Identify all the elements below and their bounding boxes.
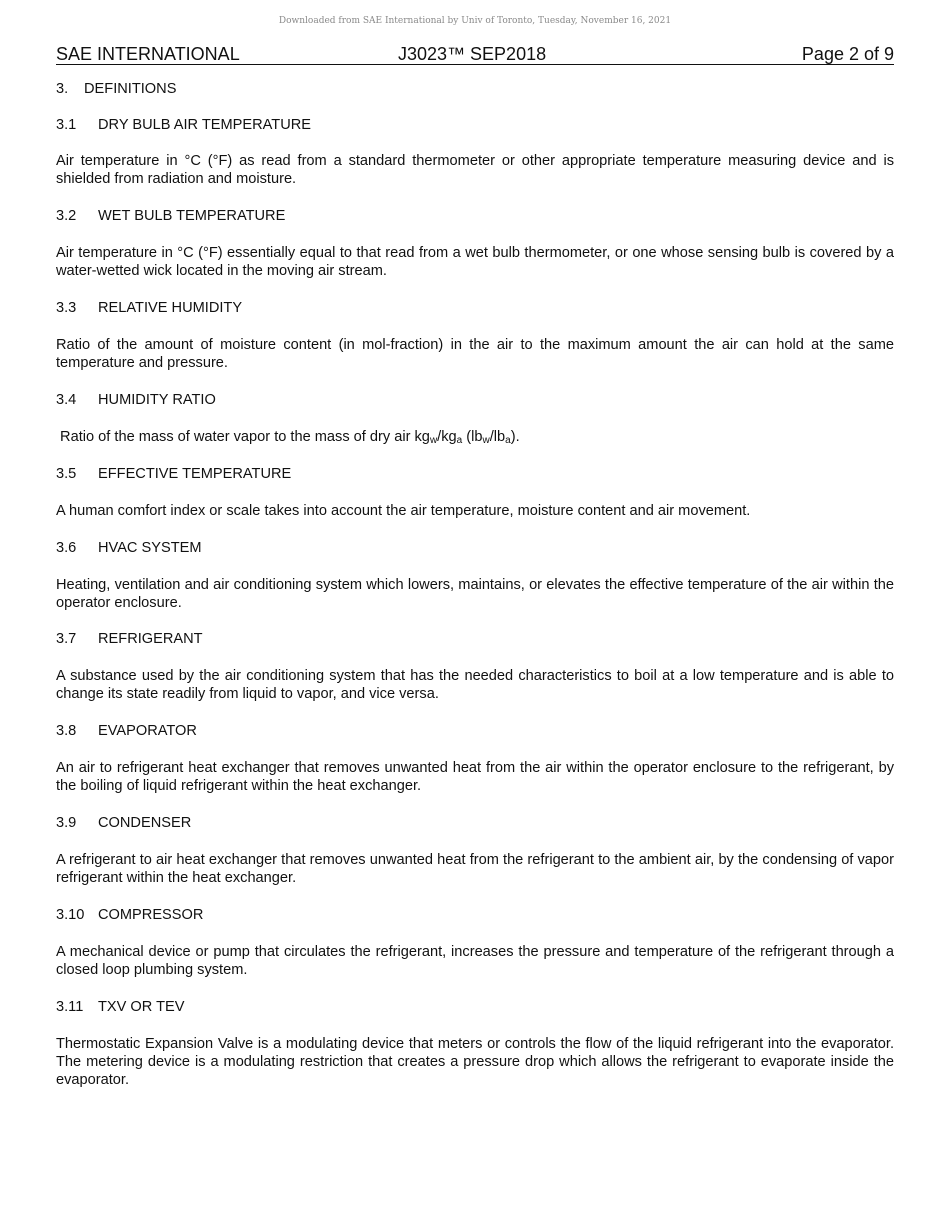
section-title: DEFINITIONS xyxy=(84,81,177,97)
definition-number: 3.3 xyxy=(56,300,77,316)
definition-title: RELATIVE HUMIDITY xyxy=(98,300,243,316)
definition-title: HUMIDITY RATIO xyxy=(98,392,216,408)
definition-title: EVAPORATOR xyxy=(98,723,197,739)
definition-heading xyxy=(56,630,894,648)
definition-title: REFRIGERANT xyxy=(98,631,203,647)
definition-number: 3.10 xyxy=(56,907,85,923)
definition-title: DRY BULB AIR TEMPERATURE xyxy=(98,117,312,133)
definition-heading xyxy=(56,391,894,409)
subscript-w: w xyxy=(429,435,438,446)
definition-number: 3.7 xyxy=(56,631,77,647)
humidity-ratio-text: (lb xyxy=(462,429,483,445)
definition-title: TXV OR TEV xyxy=(98,999,185,1015)
definition-number: 3.9 xyxy=(56,815,77,831)
definition-title: HVAC SYSTEM xyxy=(98,540,202,556)
section-heading xyxy=(56,80,894,98)
definition-text: A human comfort index or scale takes into account the air temperature, moisture content and air movement. xyxy=(56,503,751,519)
definition-heading xyxy=(56,465,894,483)
definition-text: A substance used by the air conditioning system that has the needed characteristics to boil at a low temperature and is able to change its state readily from liquid to vapor, and vice versa. xyxy=(56,668,894,702)
definition-number: 3.8 xyxy=(56,723,77,739)
definition-title: CONDENSER xyxy=(98,815,192,831)
definition-heading xyxy=(56,539,894,557)
definition-text: Ratio of the amount of moisture content (in mol-fraction) in the air to the maximum amount the air can hold at the same temperature and pressure. xyxy=(56,337,894,371)
document-body xyxy=(56,80,894,1089)
definition-text xyxy=(56,428,894,446)
definition-heading xyxy=(56,116,894,134)
download-watermark: Downloaded from SAE International by Univ of Toronto, Tuesday, November 16, 2021 xyxy=(278,16,672,26)
definition-text: Thermostatic Expansion Valve is a modulating device that meters or controls the flow of the liquid refrigerant into the evaporator. The metering device is a modulating restriction that creates a pressure drop which allows the refrigerant to evaporate inside the evaporator. xyxy=(56,1036,894,1088)
definition-heading xyxy=(56,299,894,317)
definition-title: EFFECTIVE TEMPERATURE xyxy=(98,466,292,482)
humidity-ratio-text: ). xyxy=(510,429,520,445)
definition-title: COMPRESSOR xyxy=(98,907,204,923)
definition-title: WET BULB TEMPERATURE xyxy=(98,208,286,224)
page-header xyxy=(56,44,894,65)
definition-number: 3.6 xyxy=(56,540,77,556)
header-page-number: Page 2 of 9 xyxy=(801,44,894,64)
definition-number: 3.1 xyxy=(56,117,77,133)
definition-number: 3.2 xyxy=(56,208,77,224)
definition-text: A mechanical device or pump that circulates the refrigerant, increases the pressure and temperature of the refrigerant through a closed loop plumbing system. xyxy=(56,944,894,978)
definition-text: Air temperature in °C (°F) essentially equal to that read from a wet bulb thermometer, or one whose sensing bulb is covered by a water-wetted wick located in the moving air stream. xyxy=(56,245,894,279)
definition-text: Air temperature in °C (°F) as read from a standard thermometer or other appropriate temperature measuring device and is shielded from radiation and moisture. xyxy=(56,153,894,187)
subscript-w: w xyxy=(482,435,490,446)
definition-text: A refrigerant to air heat exchanger that removes unwanted heat from the refrigerant to the ambient air, by the condensing of vapor refrigerant within the heat exchanger. xyxy=(56,852,894,886)
section-number: 3. xyxy=(56,81,69,97)
definition-number: 3.4 xyxy=(56,392,77,408)
definition-text: Heating, ventilation and air conditioning system which lowers, maintains, or elevates the effective temperature of the air within the operator enclosure. xyxy=(56,577,894,611)
definition-heading xyxy=(56,906,894,924)
humidity-ratio-text: /kg xyxy=(437,429,457,445)
header-document-id: J3023™ SEP2018 xyxy=(398,44,547,64)
subscript-a: a xyxy=(456,435,463,446)
definition-heading xyxy=(56,998,894,1016)
humidity-ratio-text: /lb xyxy=(489,429,506,445)
definition-heading xyxy=(56,814,894,832)
definition-number: 3.5 xyxy=(56,466,77,482)
definition-text: An air to refrigerant heat exchanger that removes unwanted heat from the air within the operator enclosure to the refrigerant, by the boiling of liquid refrigerant within the heat exchanger. xyxy=(56,760,894,794)
header-organization: SAE INTERNATIONAL xyxy=(56,44,240,64)
definition-heading xyxy=(56,207,894,225)
definition-number: 3.11 xyxy=(56,999,84,1015)
subscript-a: a xyxy=(505,435,511,446)
definition-heading xyxy=(56,722,894,740)
humidity-ratio-text: Ratio of the mass of water vapor to the mass of dry air kg xyxy=(56,429,430,445)
